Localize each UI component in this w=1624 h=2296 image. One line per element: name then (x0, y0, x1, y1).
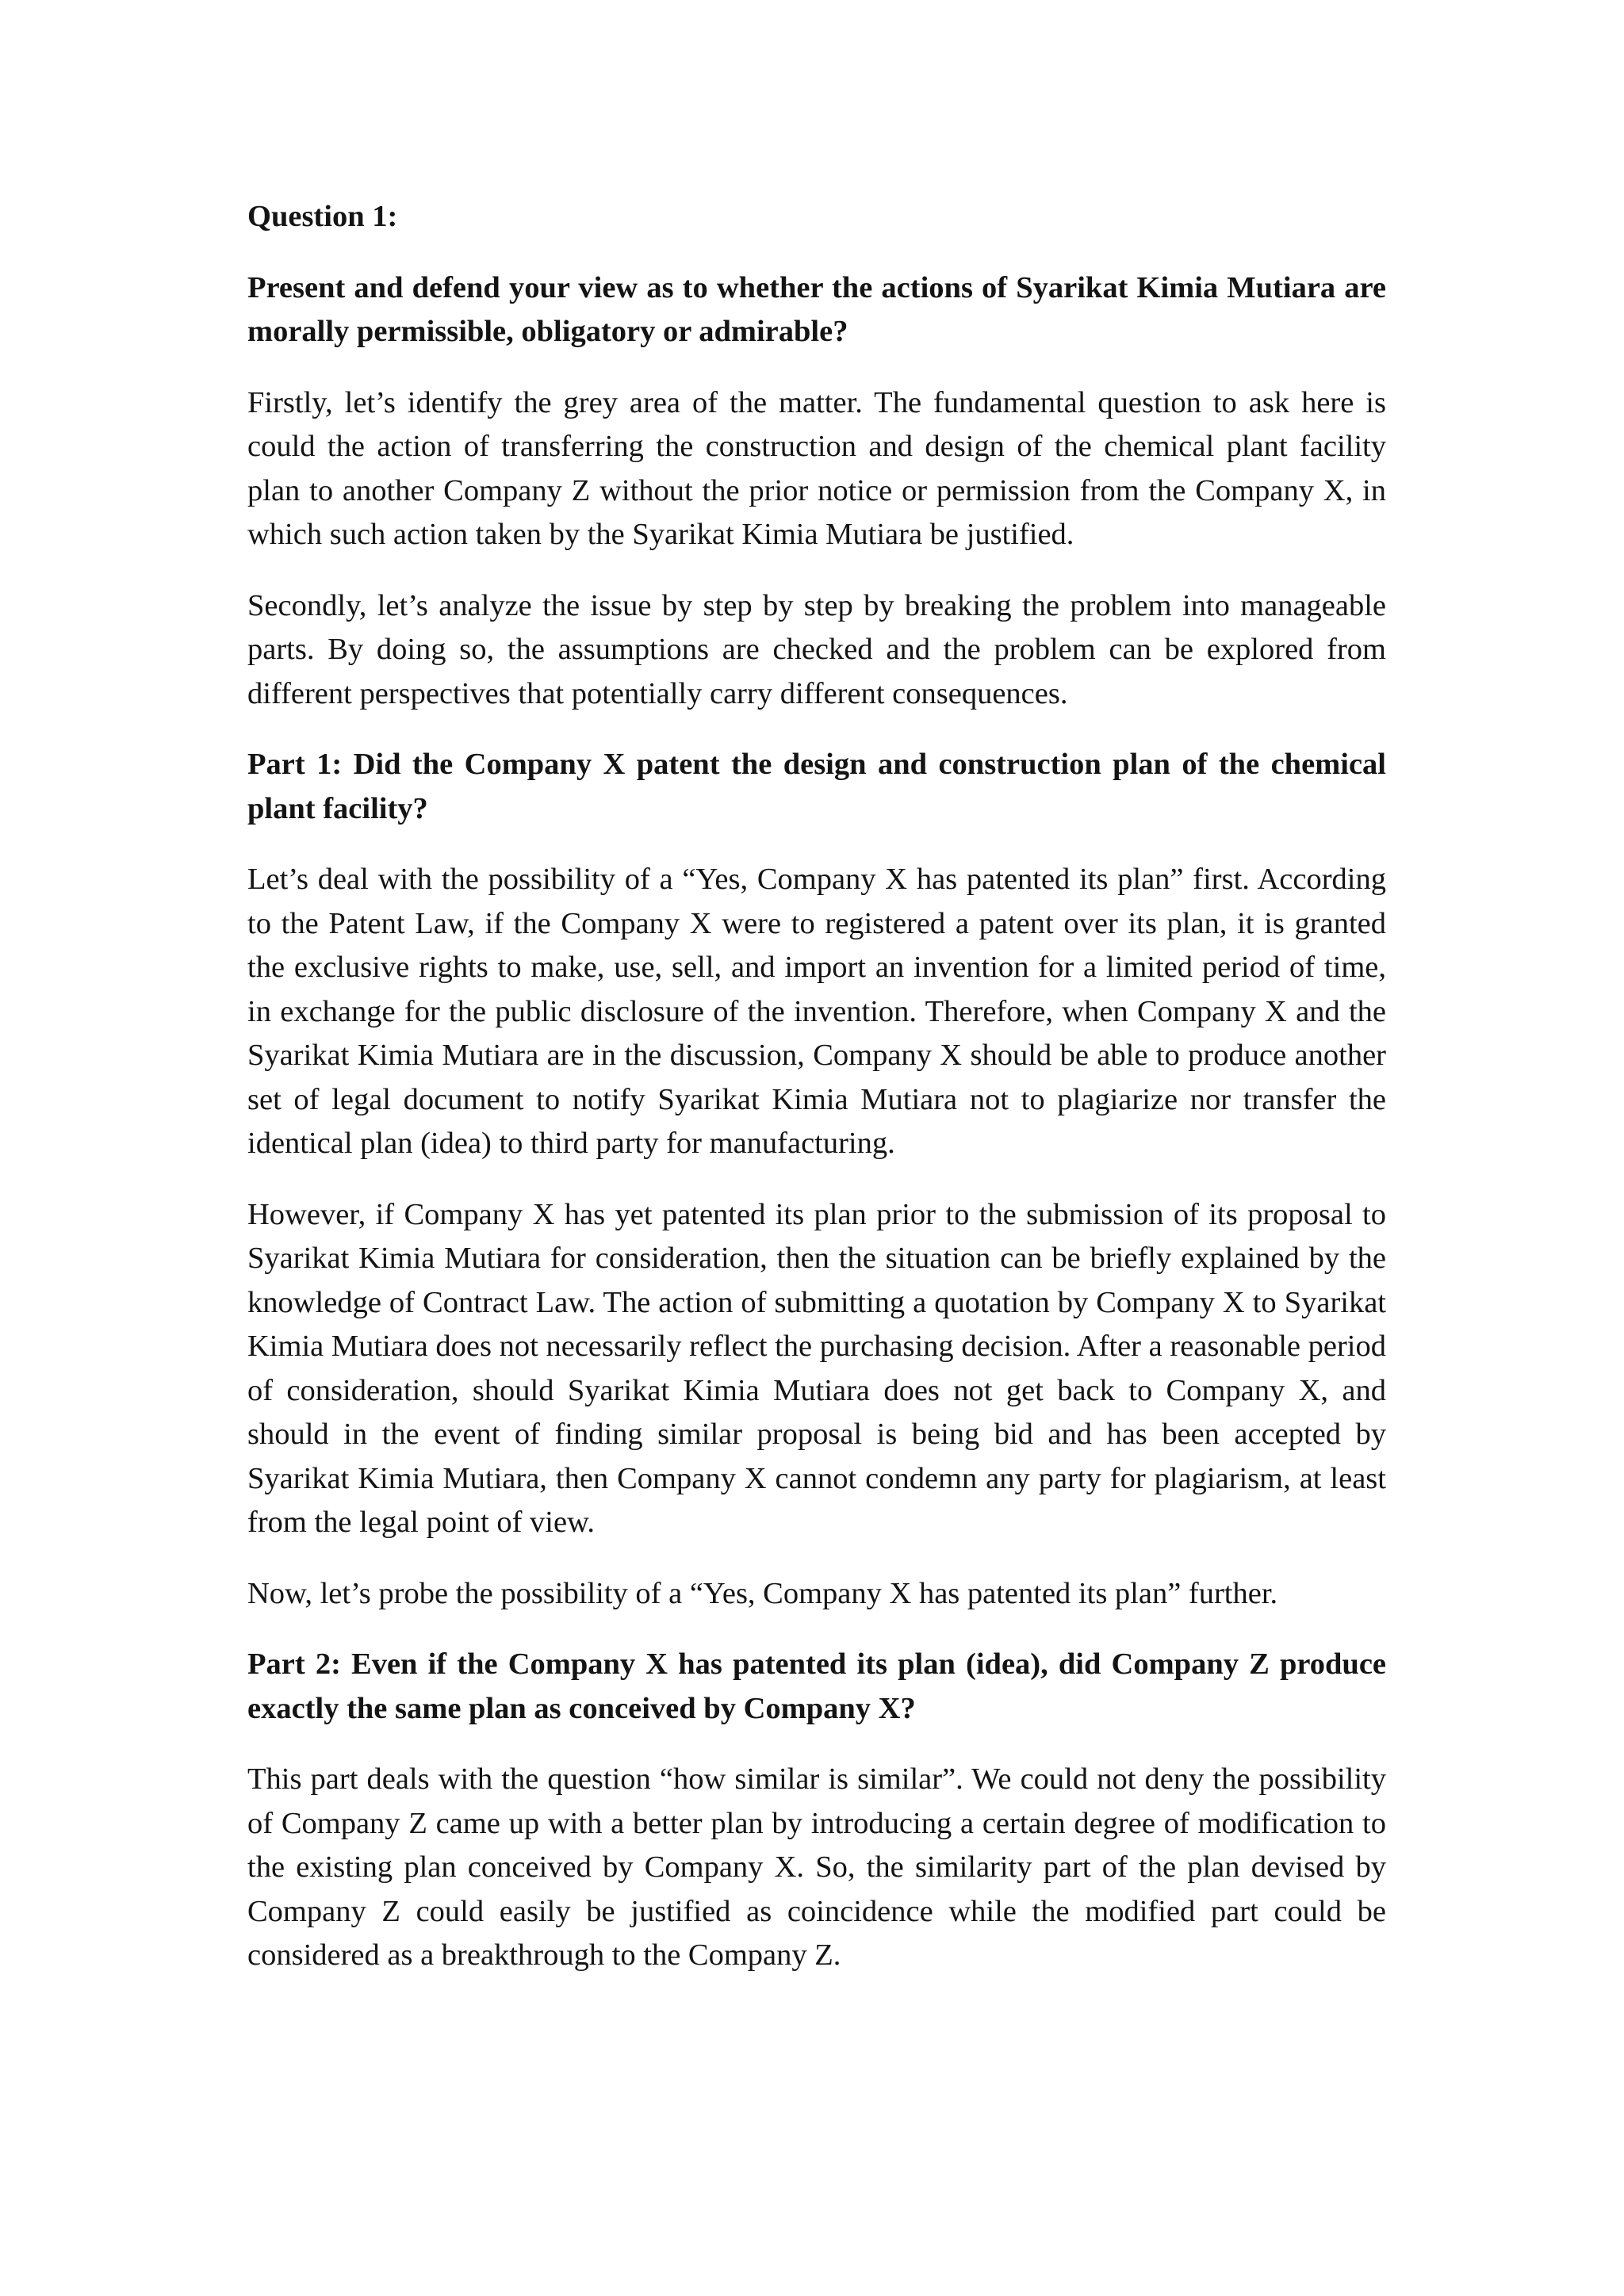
document-page (247, 195, 1386, 1978)
paragraph-analysis-approach: Secondly, let’s analyze the issue by step by step by breaking the problem into manageable parts. By doing so, the assumptions are checked and the problem can be explored from different perspectives that potentially carry different consequences. (247, 588, 1386, 710)
paragraph-probe-further: Now, let’s probe the possibility of a “Yes, Company X has patented its plan” further. (247, 1576, 1278, 1610)
paragraph-contract-law: However, if Company X has yet patented its plan prior to the submission of its proposal to Syarikat Kimia Mutiara for consideration, then the situation can be briefly explained by the knowledge of Contract Law. The action of submitting a quotation by Company X to Syarikat Kimia Mutiara does not necessarily reflect the purchasing decision. After a reasonable period of consideration, should Syarikat Kimia Mutiara does not get back to Company X, and should in the event of finding similar proposal is being bid and has been accepted by Syarikat Kimia Mutiara, then Company X cannot condemn any party for plagiarism, at least from the legal point of view. (247, 1197, 1386, 1539)
paragraph-patent-law: Let’s deal with the possibility of a “Yes, Company X has patented its plan” first. According to the Patent Law, if the Company X were to registered a patent over its plan, it is granted the exclusive rights to make, use, sell, and import an invention for a limited period of time, in exchange for the public disclosure of the invention. Therefore, when Company X and the Syarikat Kimia Mutiara are in the discussion, Company X should be able to produce another set of legal document to notify Syarikat Kimia Mutiara not to plagiarize nor transfer the identical plan (idea) to third party for manufacturing. (247, 863, 1386, 1160)
paragraph-similarity: This part deals with the question “how similar is similar”. We could not deny the possibility of Company Z came up with a better plan by introducing a certain degree of modification to the existing plan conceived by Company X. So, the similarity part of the plan devised by Company Z could easily be justified as coincidence while the modified part could be considered as a breakthrough to the Company Z. (247, 1762, 1386, 1972)
part-1-heading: Part 1: Did the Company X patent the design and construction plan of the chemical plant facility? (247, 748, 1386, 825)
question-prompt: Present and defend your view as to whether the actions of Syarikat Kimia Mutiara are morally permissible, obligatory or admirable? (247, 270, 1386, 348)
paragraph-grey-area: Firstly, let’s identify the grey area of the matter. The fundamental question to ask here is could the action of transferring the construction and design of the chemical plant facility plan to another Company Z without the prior notice or permission from the Company X, in which such action taken by the Syarikat Kimia Mutiara be justified. (247, 385, 1386, 551)
part-2-heading: Part 2: Even if the Company X has patented its plan (idea), did Company Z produce exactly the same plan as conceived by Company X? (247, 1647, 1386, 1725)
question-title: Question 1: (247, 200, 398, 233)
